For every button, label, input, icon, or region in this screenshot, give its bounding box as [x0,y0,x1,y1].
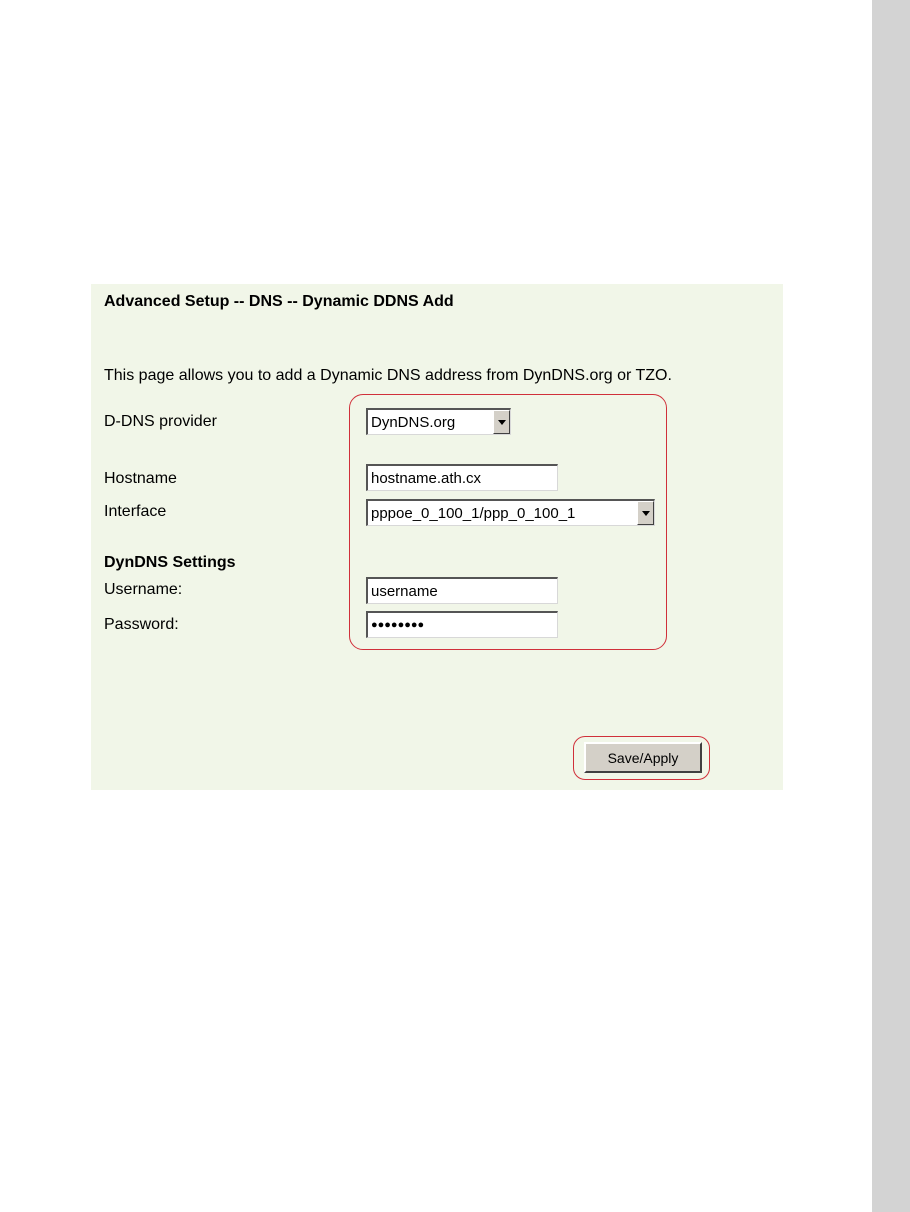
username-input[interactable] [366,577,558,604]
interface-select[interactable] [366,499,655,526]
hostname-input[interactable] [366,464,558,491]
save-apply-button[interactable]: Save/Apply [584,742,702,773]
password-input[interactable] [366,611,558,638]
page-description: This page allows you to add a Dynamic DNS address from DynDNS.org or TZO. [104,367,672,384]
dyndns-settings-heading: DynDNS Settings [104,554,236,571]
hostname-input-value: hostname.ath.cx [371,470,482,487]
password-input-value: ●●●●●●●● [371,619,425,631]
password-label: Password: [104,616,179,633]
page-title: Advanced Setup -- DNS -- Dynamic DDNS Add [104,293,454,310]
interface-select-value: pppoe_0_100_1/ppp_0_100_1 [371,505,576,522]
chevron-down-icon[interactable] [637,501,654,525]
username-input-value: username [371,583,438,600]
provider-select[interactable] [366,408,511,435]
interface-label: Interface [104,503,167,520]
username-label: Username: [104,581,183,598]
hostname-label: Hostname [104,470,177,487]
provider-select-value: DynDNS.org [371,414,456,431]
provider-label: D-DNS provider [104,413,217,430]
chevron-down-icon[interactable] [493,410,510,434]
page-side-strip [872,0,910,1212]
